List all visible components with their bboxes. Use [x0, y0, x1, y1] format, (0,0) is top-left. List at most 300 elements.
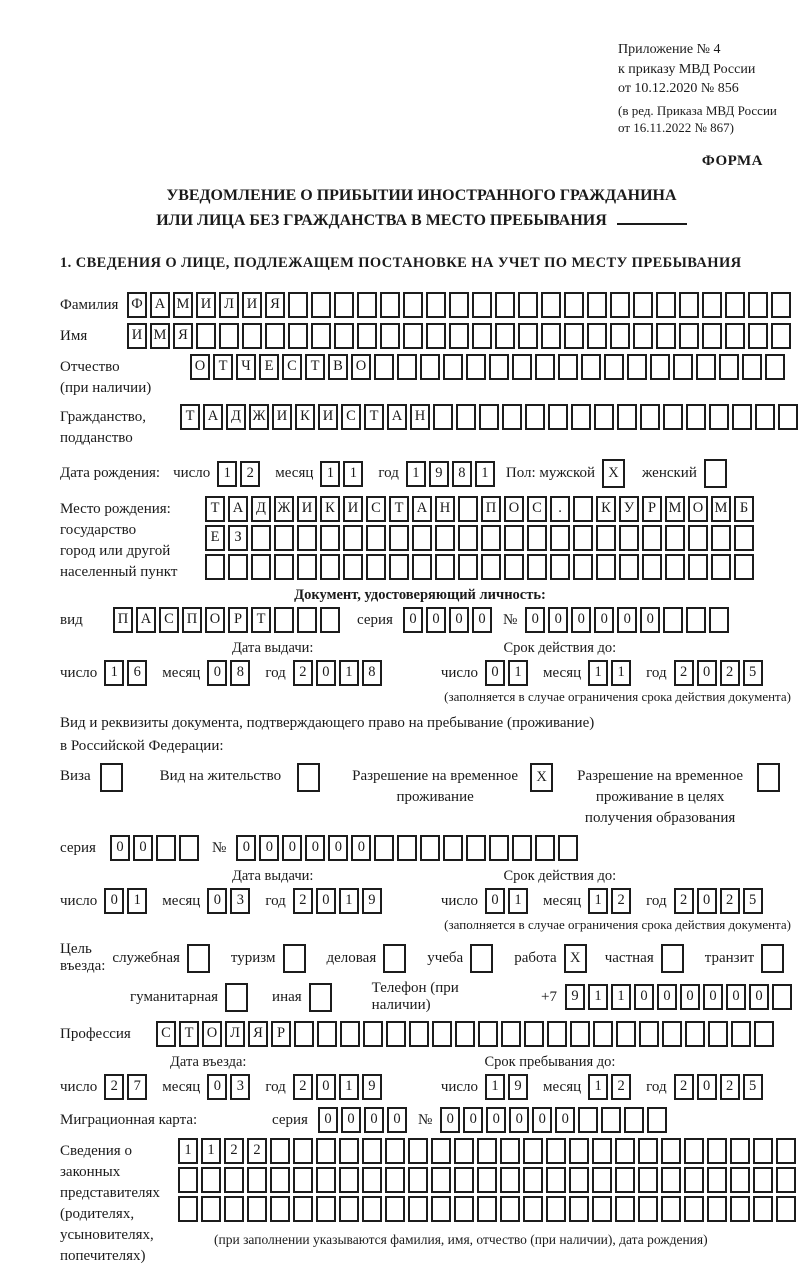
representatives-cell[interactable] [684, 1138, 704, 1164]
sex-female-checkbox-cell[interactable] [704, 459, 727, 488]
name-cell[interactable]: М [150, 323, 170, 349]
name-cell[interactable]: И [127, 323, 147, 349]
birthplace-cell[interactable] [481, 525, 501, 551]
representatives-cell[interactable]: 2 [247, 1138, 267, 1164]
name-cell[interactable] [541, 323, 561, 349]
name-cell[interactable] [288, 323, 308, 349]
representatives-cell[interactable] [661, 1167, 681, 1193]
permit-series-cell[interactable] [156, 835, 176, 861]
birthplace-cell[interactable] [458, 496, 478, 522]
citizenship-cell[interactable] [548, 404, 568, 430]
representatives-cell[interactable] [408, 1138, 428, 1164]
permit-number-cell[interactable]: 0 [259, 835, 279, 861]
patronymic-cell[interactable] [535, 354, 555, 380]
permit-valid-year-cell[interactable]: 5 [743, 888, 763, 914]
birthplace-cell[interactable] [504, 525, 524, 551]
stay-year-cell[interactable]: 5 [743, 1074, 763, 1100]
representatives-cell[interactable] [454, 1167, 474, 1193]
permit-number-cell[interactable] [558, 835, 578, 861]
profession-cell[interactable] [501, 1021, 521, 1047]
birthplace-cell[interactable]: П [481, 496, 501, 522]
name-cell[interactable] [610, 323, 630, 349]
migration-number-cell[interactable]: 0 [486, 1107, 506, 1133]
surname-cell[interactable]: Л [219, 292, 239, 318]
birthplace-cell[interactable] [458, 554, 478, 580]
birthplace-cell[interactable] [274, 554, 294, 580]
name-cell[interactable] [311, 323, 331, 349]
doc-number-cell[interactable]: 0 [571, 607, 591, 633]
birthplace-cell[interactable] [481, 554, 501, 580]
doc-issue-day-cell[interactable]: 6 [127, 660, 147, 686]
migration-number-cell[interactable]: 0 [509, 1107, 529, 1133]
surname-cell[interactable]: Я [265, 292, 285, 318]
representatives-cell[interactable] [270, 1196, 290, 1222]
purpose-transit-checkbox-cell[interactable] [761, 944, 784, 973]
doc-valid-year-cell[interactable]: 2 [720, 660, 740, 686]
profession-cell[interactable] [294, 1021, 314, 1047]
birthplace-cell[interactable] [228, 554, 248, 580]
representatives-cell[interactable] [707, 1196, 727, 1222]
name-cell[interactable] [357, 323, 377, 349]
stay-month-cell[interactable]: 2 [611, 1074, 631, 1100]
citizenship-cell[interactable] [571, 404, 591, 430]
surname-cell[interactable] [656, 292, 676, 318]
birthplace-cell[interactable] [435, 525, 455, 551]
doc-type-cell[interactable]: Т [251, 607, 271, 633]
birthplace-cell[interactable] [665, 525, 685, 551]
purpose-study-checkbox-cell[interactable] [470, 944, 493, 973]
permit-issue-day-cell[interactable]: 0 [104, 888, 124, 914]
birthplace-cell[interactable]: К [320, 496, 340, 522]
surname-cell[interactable] [725, 292, 745, 318]
permit-issue-day-cell[interactable]: 1 [127, 888, 147, 914]
patronymic-cell[interactable]: О [351, 354, 371, 380]
birthplace-cell[interactable] [389, 525, 409, 551]
visa-checkbox-cell[interactable] [100, 763, 123, 792]
birth-year-cell[interactable]: 9 [429, 461, 449, 487]
representatives-cell[interactable] [431, 1167, 451, 1193]
surname-cell[interactable] [748, 292, 768, 318]
permit-number-cell[interactable] [512, 835, 532, 861]
representatives-cell[interactable] [569, 1138, 589, 1164]
name-cell[interactable] [587, 323, 607, 349]
temp-residence-checkbox-cell[interactable]: X [530, 763, 553, 792]
surname-cell[interactable] [679, 292, 699, 318]
birthplace-cell[interactable] [527, 554, 547, 580]
doc-number-cell[interactable] [709, 607, 729, 633]
phone-digit-cell[interactable]: 0 [703, 984, 723, 1010]
permit-number-cell[interactable] [420, 835, 440, 861]
surname-cell[interactable] [771, 292, 791, 318]
permit-number-cell[interactable]: 0 [351, 835, 371, 861]
patronymic-cell[interactable] [558, 354, 578, 380]
name-cell[interactable] [265, 323, 285, 349]
purpose-other-checkbox-cell[interactable] [309, 983, 332, 1012]
representatives-cell[interactable] [477, 1196, 497, 1222]
phone-digit-cell[interactable]: 0 [749, 984, 769, 1010]
doc-issue-month-cell[interactable]: 8 [230, 660, 250, 686]
migration-number-cell[interactable] [647, 1107, 667, 1133]
stay-month-cell[interactable]: 1 [588, 1074, 608, 1100]
representatives-cell[interactable] [270, 1167, 290, 1193]
patronymic-cell[interactable]: Т [305, 354, 325, 380]
representatives-cell[interactable] [224, 1167, 244, 1193]
birthplace-cell[interactable]: Т [205, 496, 225, 522]
birthplace-cell[interactable]: Р [642, 496, 662, 522]
doc-valid-year-cell[interactable]: 0 [697, 660, 717, 686]
birthplace-cell[interactable] [412, 525, 432, 551]
migration-number-cell[interactable]: 0 [440, 1107, 460, 1133]
migration-number-cell[interactable]: 0 [463, 1107, 483, 1133]
migration-series-cell[interactable]: 0 [387, 1107, 407, 1133]
patronymic-cell[interactable]: О [190, 354, 210, 380]
patronymic-cell[interactable] [627, 354, 647, 380]
representatives-cell[interactable] [431, 1196, 451, 1222]
birthplace-cell[interactable] [458, 525, 478, 551]
representatives-cell[interactable] [408, 1167, 428, 1193]
birthplace-cell[interactable] [665, 554, 685, 580]
profession-cell[interactable] [478, 1021, 498, 1047]
doc-type-cell[interactable]: А [136, 607, 156, 633]
entry-day-cell[interactable]: 7 [127, 1074, 147, 1100]
doc-series-cell[interactable]: 0 [472, 607, 492, 633]
representatives-cell[interactable] [362, 1196, 382, 1222]
entry-year-cell[interactable]: 9 [362, 1074, 382, 1100]
doc-issue-year-cell[interactable]: 1 [339, 660, 359, 686]
birthplace-cell[interactable]: Б [734, 496, 754, 522]
representatives-cell[interactable] [730, 1138, 750, 1164]
temp-residence-education-checkbox-cell[interactable] [757, 763, 780, 792]
representatives-cell[interactable] [638, 1167, 658, 1193]
birthplace-cell[interactable] [274, 525, 294, 551]
stay-year-cell[interactable]: 2 [720, 1074, 740, 1100]
doc-number-cell[interactable] [663, 607, 683, 633]
birthplace-cell[interactable]: К [596, 496, 616, 522]
representatives-cell[interactable] [500, 1196, 520, 1222]
doc-issue-year-cell[interactable]: 0 [316, 660, 336, 686]
birthplace-cell[interactable]: М [665, 496, 685, 522]
stay-year-cell[interactable]: 0 [697, 1074, 717, 1100]
profession-cell[interactable] [340, 1021, 360, 1047]
birthplace-cell[interactable] [642, 525, 662, 551]
name-cell[interactable] [472, 323, 492, 349]
profession-cell[interactable] [432, 1021, 452, 1047]
permit-issue-year-cell[interactable]: 1 [339, 888, 359, 914]
permit-number-cell[interactable]: 0 [328, 835, 348, 861]
profession-cell[interactable] [409, 1021, 429, 1047]
phone-digit-cell[interactable]: 0 [726, 984, 746, 1010]
doc-type-cell[interactable]: П [182, 607, 202, 633]
birthplace-cell[interactable] [619, 525, 639, 551]
birthplace-cell[interactable]: З [228, 525, 248, 551]
entry-month-cell[interactable]: 0 [207, 1074, 227, 1100]
permit-series-cell[interactable] [179, 835, 199, 861]
surname-cell[interactable] [403, 292, 423, 318]
profession-cell[interactable]: Р [271, 1021, 291, 1047]
permit-number-cell[interactable] [443, 835, 463, 861]
doc-valid-month-cell[interactable]: 1 [588, 660, 608, 686]
representatives-cell[interactable] [385, 1196, 405, 1222]
birthplace-cell[interactable] [573, 554, 593, 580]
citizenship-cell[interactable]: И [272, 404, 292, 430]
doc-issue-year-cell[interactable]: 8 [362, 660, 382, 686]
birthplace-cell[interactable] [734, 554, 754, 580]
surname-cell[interactable]: А [150, 292, 170, 318]
patronymic-cell[interactable]: В [328, 354, 348, 380]
doc-type-cell[interactable] [297, 607, 317, 633]
birthplace-cell[interactable] [412, 554, 432, 580]
birthplace-cell[interactable]: Ж [274, 496, 294, 522]
representatives-cell[interactable]: 2 [224, 1138, 244, 1164]
purpose-tourism-checkbox-cell[interactable] [283, 944, 306, 973]
permit-issue-year-cell[interactable]: 0 [316, 888, 336, 914]
surname-cell[interactable]: Ф [127, 292, 147, 318]
citizenship-cell[interactable] [778, 404, 798, 430]
citizenship-cell[interactable] [456, 404, 476, 430]
doc-valid-month-cell[interactable]: 1 [611, 660, 631, 686]
birthplace-cell[interactable] [550, 554, 570, 580]
profession-cell[interactable]: Т [179, 1021, 199, 1047]
doc-number-cell[interactable]: 0 [594, 607, 614, 633]
name-cell[interactable] [702, 323, 722, 349]
patronymic-cell[interactable] [420, 354, 440, 380]
representatives-cell[interactable] [615, 1138, 635, 1164]
name-cell[interactable] [242, 323, 262, 349]
permit-number-cell[interactable]: 0 [282, 835, 302, 861]
representatives-cell[interactable] [201, 1167, 221, 1193]
permit-number-cell[interactable] [374, 835, 394, 861]
patronymic-cell[interactable] [374, 354, 394, 380]
birthplace-cell[interactable]: И [297, 496, 317, 522]
purpose-humanitarian-checkbox-cell[interactable] [225, 983, 248, 1012]
doc-series-cell[interactable]: 0 [403, 607, 423, 633]
representatives-cell[interactable] [661, 1138, 681, 1164]
surname-cell[interactable] [334, 292, 354, 318]
representatives-cell[interactable] [753, 1167, 773, 1193]
permit-series-cell[interactable]: 0 [133, 835, 153, 861]
representatives-cell[interactable] [500, 1138, 520, 1164]
profession-cell[interactable] [754, 1021, 774, 1047]
permit-issue-year-cell[interactable]: 2 [293, 888, 313, 914]
profession-cell[interactable]: Л [225, 1021, 245, 1047]
representatives-cell[interactable] [730, 1167, 750, 1193]
profession-cell[interactable] [616, 1021, 636, 1047]
birthplace-cell[interactable] [573, 525, 593, 551]
name-cell[interactable] [196, 323, 216, 349]
doc-number-cell[interactable]: 0 [640, 607, 660, 633]
birth-day-cell[interactable]: 2 [240, 461, 260, 487]
representatives-cell[interactable] [477, 1167, 497, 1193]
birthplace-cell[interactable]: И [343, 496, 363, 522]
doc-valid-year-cell[interactable]: 5 [743, 660, 763, 686]
doc-valid-day-cell[interactable]: 1 [508, 660, 528, 686]
profession-cell[interactable] [363, 1021, 383, 1047]
representatives-cell[interactable] [270, 1138, 290, 1164]
birth-month-cell[interactable]: 1 [320, 461, 340, 487]
surname-cell[interactable] [702, 292, 722, 318]
birthplace-cell[interactable]: С [366, 496, 386, 522]
purpose-private-checkbox-cell[interactable] [661, 944, 684, 973]
patronymic-cell[interactable] [673, 354, 693, 380]
birthplace-cell[interactable]: А [412, 496, 432, 522]
profession-cell[interactable] [455, 1021, 475, 1047]
purpose-business-checkbox-cell[interactable] [383, 944, 406, 973]
profession-cell[interactable]: Я [248, 1021, 268, 1047]
permit-valid-year-cell[interactable]: 2 [720, 888, 740, 914]
citizenship-cell[interactable]: К [295, 404, 315, 430]
representatives-cell[interactable] [224, 1196, 244, 1222]
citizenship-cell[interactable] [594, 404, 614, 430]
doc-type-cell[interactable]: Р [228, 607, 248, 633]
name-cell[interactable] [656, 323, 676, 349]
migration-number-cell[interactable]: 0 [555, 1107, 575, 1133]
surname-cell[interactable] [472, 292, 492, 318]
citizenship-cell[interactable] [663, 404, 683, 430]
name-cell[interactable] [449, 323, 469, 349]
surname-cell[interactable] [564, 292, 584, 318]
birthplace-cell[interactable] [205, 554, 225, 580]
doc-valid-day-cell[interactable]: 0 [485, 660, 505, 686]
birthplace-cell[interactable]: Т [389, 496, 409, 522]
patronymic-cell[interactable] [604, 354, 624, 380]
representatives-cell[interactable] [339, 1196, 359, 1222]
representatives-cell[interactable] [546, 1167, 566, 1193]
birthplace-cell[interactable]: М [711, 496, 731, 522]
migration-number-cell[interactable] [578, 1107, 598, 1133]
surname-cell[interactable] [380, 292, 400, 318]
doc-issue-month-cell[interactable]: 0 [207, 660, 227, 686]
representatives-cell[interactable] [615, 1196, 635, 1222]
representatives-cell[interactable] [178, 1196, 198, 1222]
birthplace-cell[interactable]: Н [435, 496, 455, 522]
migration-number-cell[interactable]: 0 [532, 1107, 552, 1133]
doc-type-cell[interactable]: О [205, 607, 225, 633]
surname-cell[interactable] [495, 292, 515, 318]
representatives-cell[interactable] [454, 1138, 474, 1164]
surname-cell[interactable]: И [196, 292, 216, 318]
profession-cell[interactable] [317, 1021, 337, 1047]
birthplace-cell[interactable]: У [619, 496, 639, 522]
citizenship-cell[interactable] [525, 404, 545, 430]
patronymic-cell[interactable] [466, 354, 486, 380]
representatives-cell[interactable] [546, 1196, 566, 1222]
purpose-work-checkbox-cell[interactable]: X [564, 944, 587, 973]
entry-year-cell[interactable]: 2 [293, 1074, 313, 1100]
surname-cell[interactable] [610, 292, 630, 318]
citizenship-cell[interactable]: Т [180, 404, 200, 430]
representatives-cell[interactable] [477, 1138, 497, 1164]
permit-number-cell[interactable] [535, 835, 555, 861]
citizenship-cell[interactable] [732, 404, 752, 430]
representatives-cell[interactable] [569, 1196, 589, 1222]
birthplace-cell[interactable] [320, 525, 340, 551]
name-cell[interactable] [679, 323, 699, 349]
citizenship-cell[interactable]: Т [364, 404, 384, 430]
doc-number-cell[interactable] [686, 607, 706, 633]
surname-cell[interactable] [311, 292, 331, 318]
representatives-cell[interactable] [730, 1196, 750, 1222]
name-cell[interactable] [748, 323, 768, 349]
representatives-cell[interactable] [661, 1196, 681, 1222]
birth-year-cell[interactable]: 1 [475, 461, 495, 487]
patronymic-cell[interactable] [765, 354, 785, 380]
representatives-cell[interactable] [293, 1138, 313, 1164]
representatives-cell[interactable] [247, 1167, 267, 1193]
doc-series-cell[interactable]: 0 [449, 607, 469, 633]
citizenship-cell[interactable] [709, 404, 729, 430]
birth-year-cell[interactable]: 8 [452, 461, 472, 487]
representatives-cell[interactable] [684, 1167, 704, 1193]
representatives-cell[interactable] [638, 1138, 658, 1164]
citizenship-cell[interactable] [755, 404, 775, 430]
birthplace-cell[interactable] [688, 525, 708, 551]
profession-cell[interactable] [593, 1021, 613, 1047]
surname-cell[interactable] [449, 292, 469, 318]
birthplace-cell[interactable] [297, 525, 317, 551]
representatives-cell[interactable] [178, 1167, 198, 1193]
citizenship-cell[interactable] [640, 404, 660, 430]
stay-year-cell[interactable]: 2 [674, 1074, 694, 1100]
citizenship-cell[interactable] [617, 404, 637, 430]
representatives-cell[interactable] [454, 1196, 474, 1222]
purpose-official-checkbox-cell[interactable] [187, 944, 210, 973]
representatives-cell[interactable] [592, 1196, 612, 1222]
patronymic-cell[interactable] [489, 354, 509, 380]
birthplace-cell[interactable]: . [550, 496, 570, 522]
profession-cell[interactable] [524, 1021, 544, 1047]
representatives-cell[interactable]: 1 [178, 1138, 198, 1164]
birthplace-cell[interactable] [573, 496, 593, 522]
birthplace-cell[interactable] [320, 554, 340, 580]
doc-issue-year-cell[interactable]: 2 [293, 660, 313, 686]
representatives-cell[interactable] [385, 1167, 405, 1193]
name-cell[interactable] [725, 323, 745, 349]
patronymic-cell[interactable] [650, 354, 670, 380]
phone-digit-cell[interactable]: 0 [657, 984, 677, 1010]
migration-series-cell[interactable]: 0 [364, 1107, 384, 1133]
birthplace-cell[interactable] [366, 525, 386, 551]
patronymic-cell[interactable] [443, 354, 463, 380]
representatives-cell[interactable] [316, 1138, 336, 1164]
permit-number-cell[interactable] [489, 835, 509, 861]
permit-valid-month-cell[interactable]: 2 [611, 888, 631, 914]
citizenship-cell[interactable]: С [341, 404, 361, 430]
citizenship-cell[interactable] [686, 404, 706, 430]
surname-cell[interactable] [357, 292, 377, 318]
surname-cell[interactable]: М [173, 292, 193, 318]
representatives-cell[interactable] [523, 1138, 543, 1164]
phone-digit-cell[interactable]: 1 [588, 984, 608, 1010]
representatives-cell[interactable] [500, 1167, 520, 1193]
permit-issue-month-cell[interactable]: 0 [207, 888, 227, 914]
representatives-cell[interactable] [546, 1138, 566, 1164]
profession-cell[interactable] [547, 1021, 567, 1047]
migration-series-cell[interactable]: 0 [318, 1107, 338, 1133]
profession-cell[interactable] [639, 1021, 659, 1047]
name-cell[interactable] [633, 323, 653, 349]
doc-issue-day-cell[interactable]: 1 [104, 660, 124, 686]
birthplace-cell[interactable] [343, 554, 363, 580]
representatives-cell[interactable] [776, 1196, 796, 1222]
name-cell[interactable]: Я [173, 323, 193, 349]
profession-cell[interactable]: С [156, 1021, 176, 1047]
sex-male-checkbox-cell[interactable]: X [602, 459, 625, 488]
representatives-cell[interactable] [408, 1196, 428, 1222]
permit-valid-year-cell[interactable]: 2 [674, 888, 694, 914]
doc-series-cell[interactable]: 0 [426, 607, 446, 633]
profession-cell[interactable] [708, 1021, 728, 1047]
migration-number-cell[interactable] [624, 1107, 644, 1133]
